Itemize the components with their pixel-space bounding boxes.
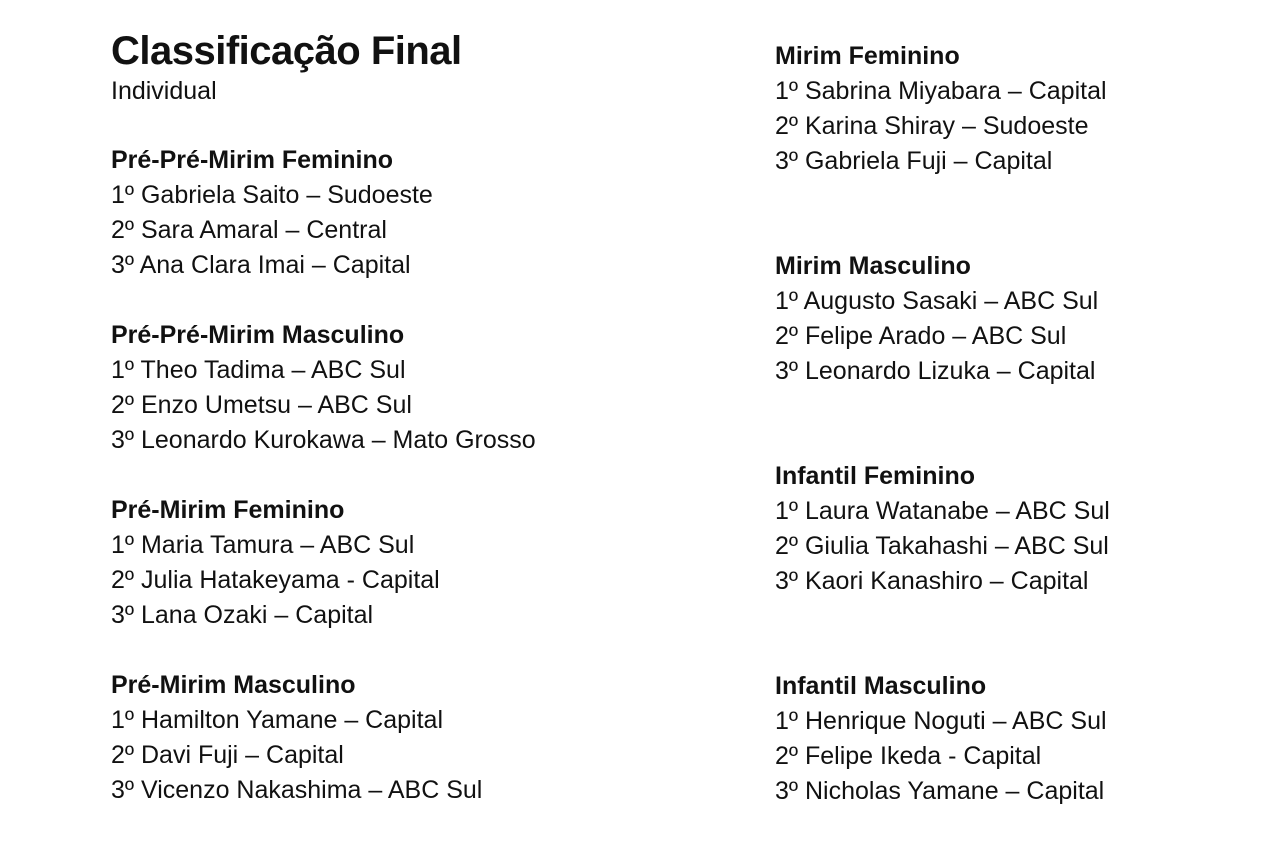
result-first: 1º Sabrina Miyabara – Capital <box>775 77 1107 105</box>
result-third: 3º Ana Clara Imai – Capital <box>111 251 411 279</box>
category-title: Pré-Mirim Feminino <box>111 496 345 524</box>
category-block <box>111 493 611 633</box>
category-block <box>775 669 1275 809</box>
category-block <box>775 39 1275 179</box>
result-second: 2º Sara Amaral – Central <box>111 216 387 244</box>
result-third: 3º Leonardo Lizuka – Capital <box>775 357 1096 385</box>
result-first: 1º Maria Tamura – ABC Sul <box>111 531 415 559</box>
result-second: 2º Davi Fuji – Capital <box>111 741 344 769</box>
result-third: 3º Kaori Kanashiro – Capital <box>775 567 1089 595</box>
result-second: 2º Felipe Arado – ABC Sul <box>775 322 1067 350</box>
result-first: 1º Laura Watanabe – ABC Sul <box>775 497 1110 525</box>
category-block <box>111 143 611 283</box>
result-first: 1º Theo Tadima – ABC Sul <box>111 356 406 384</box>
result-second: 2º Karina Shiray – Sudoeste <box>775 112 1089 140</box>
result-second: 2º Julia Hatakeyama - Capital <box>111 566 440 594</box>
result-third: 3º Nicholas Yamane – Capital <box>775 777 1105 805</box>
category-block <box>111 318 611 458</box>
result-first: 1º Henrique Noguti – ABC Sul <box>775 707 1107 735</box>
result-second: 2º Felipe Ikeda - Capital <box>775 742 1042 770</box>
result-third: 3º Lana Ozaki – Capital <box>111 601 374 629</box>
category-title: Infantil Masculino <box>775 672 987 700</box>
category-title: Pré-Pré-Mirim Feminino <box>111 146 393 174</box>
result-first: 1º Augusto Sasaki – ABC Sul <box>775 287 1099 315</box>
category-title: Infantil Feminino <box>775 462 975 490</box>
category-block <box>111 668 611 808</box>
result-second: 2º Giulia Takahashi – ABC Sul <box>775 532 1109 560</box>
category-title: Mirim Feminino <box>775 42 960 70</box>
result-third: 3º Vicenzo Nakashima – ABC Sul <box>111 776 483 804</box>
result-third: 3º Gabriela Fuji – Capital <box>775 147 1053 175</box>
category-title: Mirim Masculino <box>775 252 971 280</box>
category-title: Pré-Pré-Mirim Masculino <box>111 321 405 349</box>
category-block <box>775 249 1275 389</box>
category-title: Pré-Mirim Masculino <box>111 671 356 699</box>
result-first: 1º Hamilton Yamane – Capital <box>111 706 443 734</box>
page-title: Classificação Final <box>111 29 462 73</box>
result-first: 1º Gabriela Saito – Sudoeste <box>111 181 433 209</box>
page-subtitle: Individual <box>111 77 217 105</box>
result-third: 3º Leonardo Kurokawa – Mato Grosso <box>111 426 536 454</box>
result-second: 2º Enzo Umetsu – ABC Sul <box>111 391 412 419</box>
category-block <box>775 459 1275 599</box>
